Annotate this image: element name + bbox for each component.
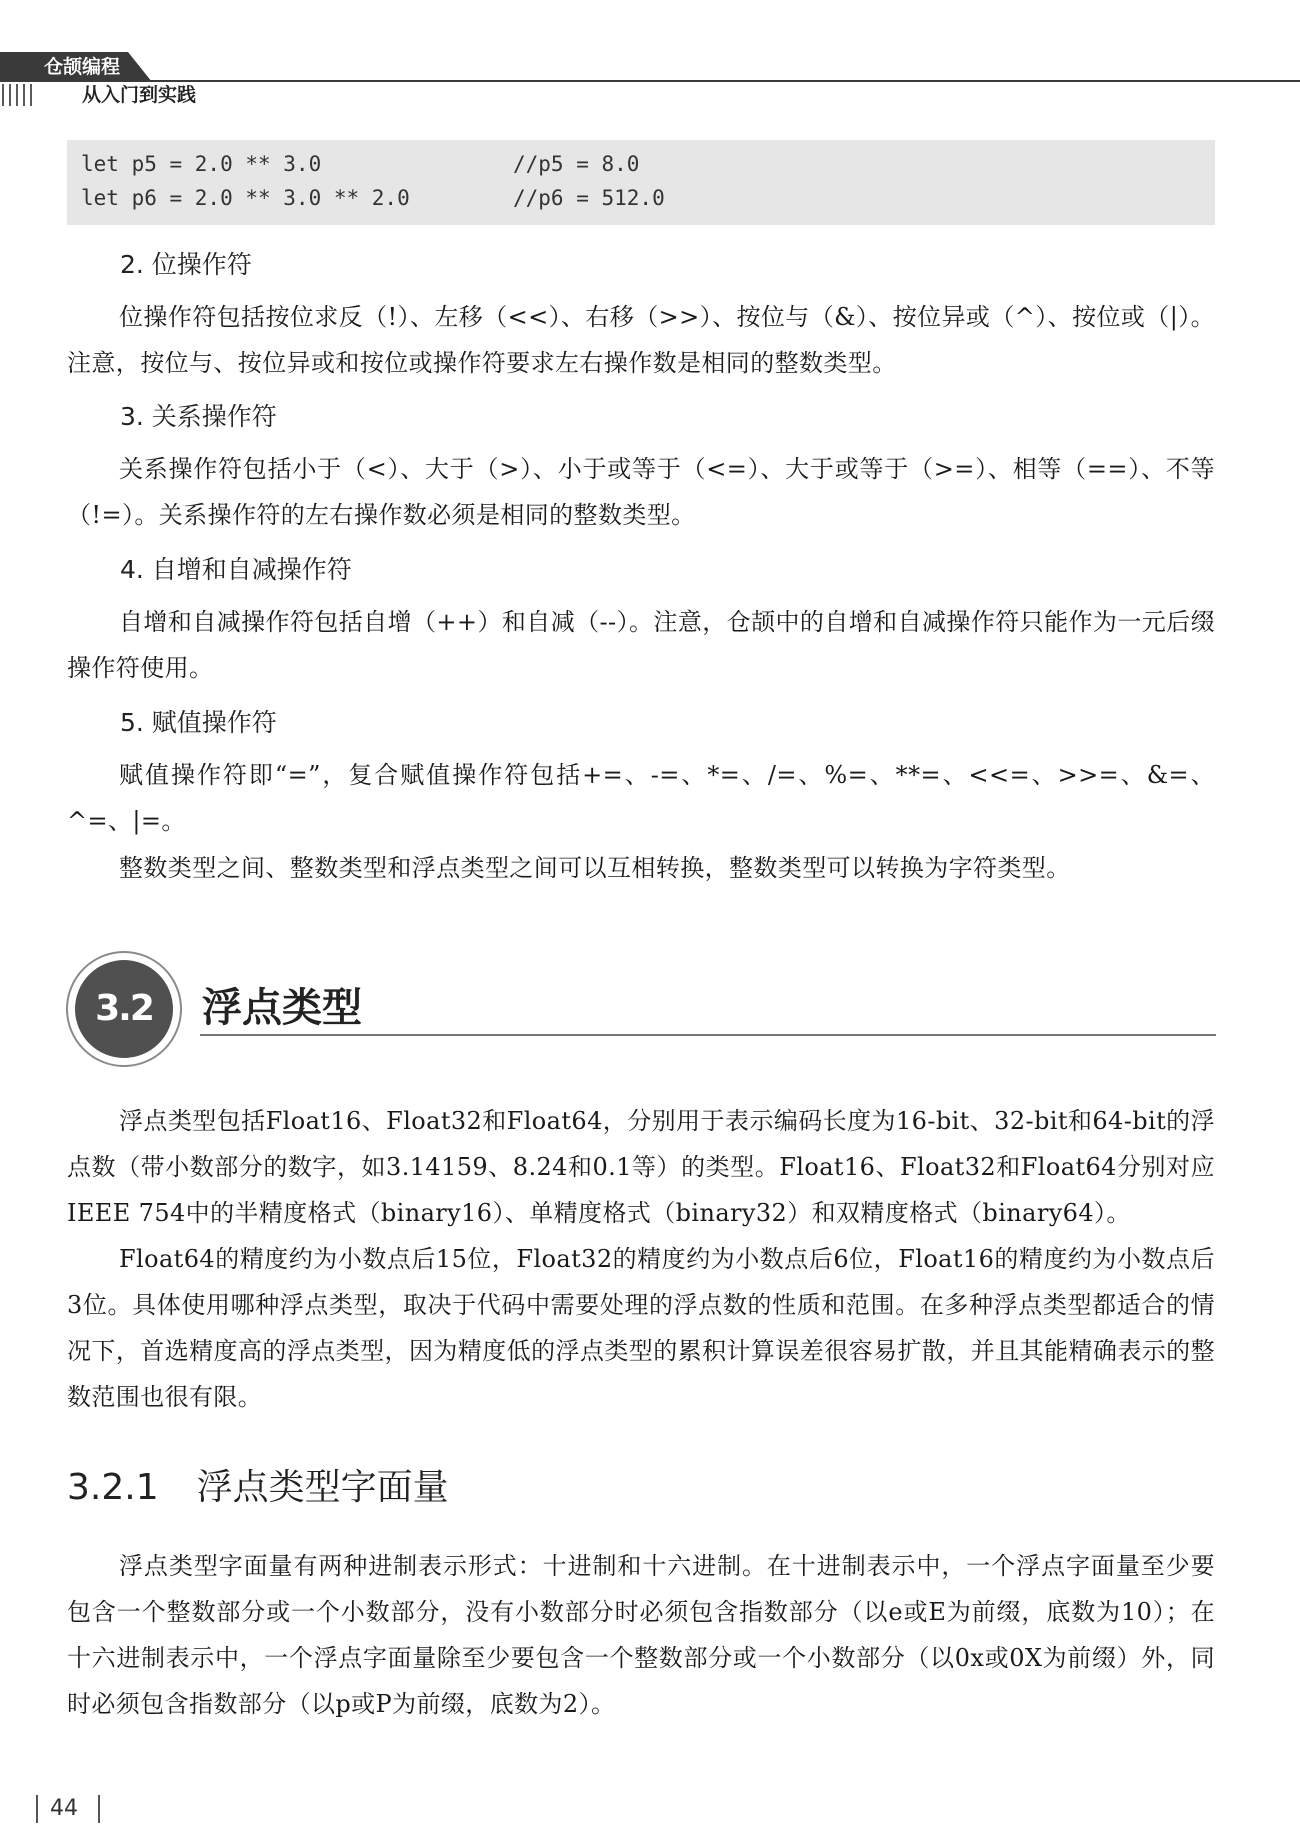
- section-number: 3.2: [95, 988, 153, 1029]
- folio-bar-left: [36, 1795, 38, 1823]
- header-bars-ornament: [0, 84, 34, 106]
- code-comment: //p6 = 512.0: [513, 186, 665, 210]
- code-text: let p6 = 2.0 ** 3.0 ** 2.0: [81, 186, 410, 210]
- subheading-increment: 4. 自增和自减操作符: [120, 555, 352, 584]
- subsection-title: 浮点类型字面量: [196, 1467, 449, 1508]
- paragraph-float-literals: 浮点类型字面量有两种进制表示形式：十进制和十六进制。在十进制表示中，一个浮点字面量至少要包含一个整数部分或一个小数部分，没有小数部分时必须包含指数部分（以e或E为前缀，底数为10）；在十六进制表示中，一个浮点字面量除至少要包含一个整数部分或一个小数部分（以0x或0X为前缀）外，同时必须包含指数部分（以p或P为前缀，底数为2）。: [67, 1552, 1215, 1718]
- paragraph-relational: 关系操作符包括小于（<）、大于（>）、小于或等于（<=）、大于或等于（>=）、相等（==）、不等（!=）。关系操作符的左右操作数必须是相同的整数类型。: [67, 455, 1215, 529]
- paragraph-assignment: 赋值操作符即“=”，复合赋值操作符包括+=、-=、*=、/=、%=、**=、<<=、>>=、&=、^=、|=。: [67, 761, 1216, 835]
- paragraph-increment: 自增和自减操作符包括自增（++）和自减（--）。注意，仓颉中的自增和自减操作符只能作为一元后缀操作符使用。: [67, 608, 1215, 682]
- book-subtitle: 从入门到实践: [82, 84, 197, 106]
- paragraph-float-precision: Float64的精度约为小数点后15位，Float32的精度约为小数点后6位，Float16的精度约为小数点后3位。具体使用哪种浮点类型，取决于代码中需要处理的浮点数的性质和范围。在多种浮点类型都适合的情况下，首选精度高的浮点类型，因为精度低的浮点类型的累积计算误差很容易扩散，并且其能精确表示的整数范围也很有限。: [67, 1245, 1215, 1411]
- book-title: 仓颉编程: [44, 56, 121, 78]
- folio-bar-right: [98, 1795, 100, 1823]
- paragraph-bitwise: 位操作符包括按位求反（!）、左移（<<）、右移（>>）、按位与（&）、按位异或（^）、按位或（|）。注意，按位与、按位异或和按位或操作符要求左右操作数是相同的整数类型。: [67, 303, 1215, 377]
- code-block: [67, 140, 1215, 225]
- subsection-heading: [67, 1460, 449, 1516]
- section-rule: [200, 1034, 1216, 1036]
- subsection-number: 3.2.1: [67, 1467, 159, 1508]
- code-text: let p5 = 2.0 ** 3.0: [81, 152, 322, 176]
- code-line: [81, 147, 1201, 181]
- code-line: [81, 181, 1201, 215]
- section-title: 浮点类型: [202, 985, 362, 1031]
- paragraph-float-types: 浮点类型包括Float16、Float32和Float64，分别用于表示编码长度为16-bit、32-bit和64-bit的浮点数（带小数部分的数字，如3.14159、8.24和0.1等）的类型。Float16、Float32和Float64分别对应IEEE 754中的半精度格式（binary16）、单精度格式（binary32）和双精度格式（binary64）。: [67, 1107, 1215, 1227]
- subheading-bitwise: 2. 位操作符: [120, 250, 252, 279]
- subheading-relational: 3. 关系操作符: [120, 402, 277, 431]
- code-comment: //p5 = 8.0: [513, 152, 640, 176]
- subheading-assignment: 5. 赋值操作符: [120, 708, 277, 737]
- paragraph-conversion: 整数类型之间、整数类型和浮点类型之间可以互相转换，整数类型可以转换为字符类型。: [119, 854, 1071, 882]
- header-rule: [150, 80, 1300, 82]
- page-number: 44: [50, 1796, 78, 1821]
